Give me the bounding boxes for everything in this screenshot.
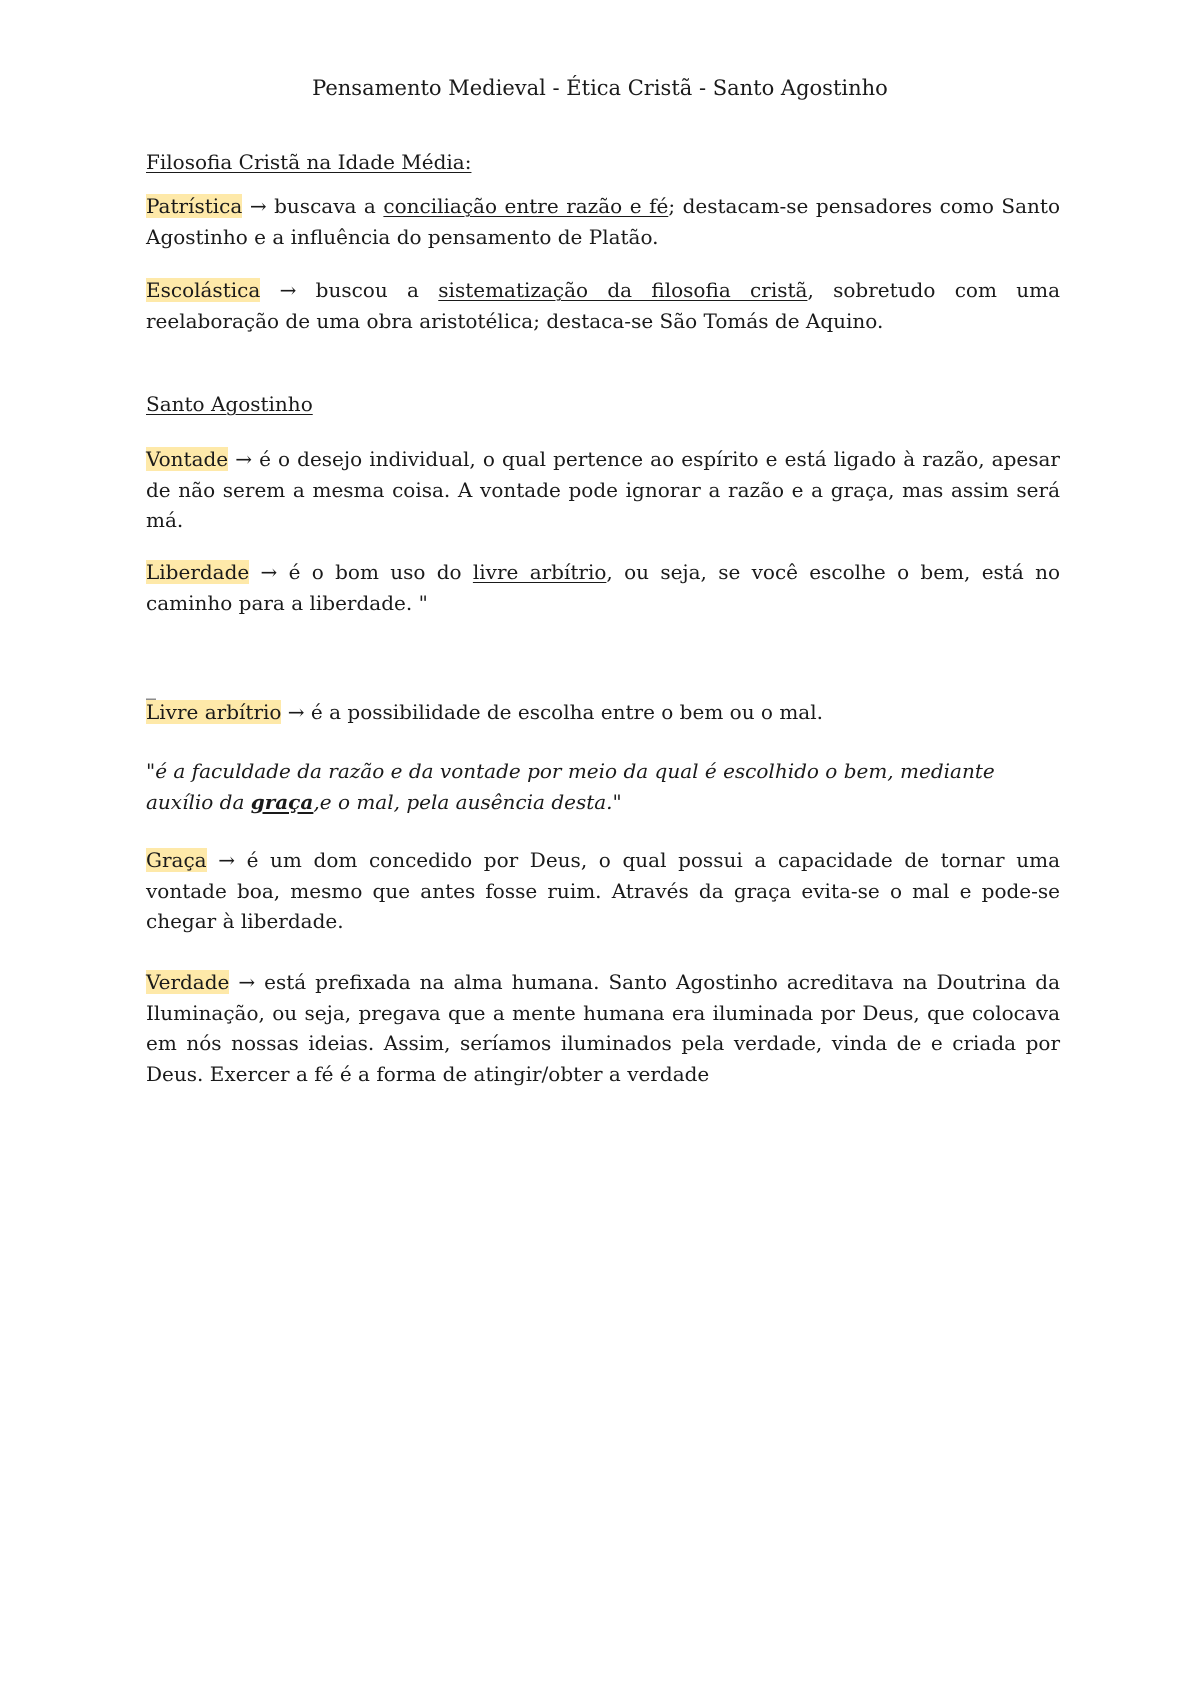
document-title: Pensamento Medieval - Ética Cristã - Santo Agostinho <box>312 76 888 100</box>
text-span: → é o bom uso do <box>249 560 473 584</box>
highlighted-term: Liberdade <box>146 560 250 584</box>
highlighted-term: Patrística <box>146 194 243 218</box>
text-span: ; destacam-se pensadores como Santo Agostinho e a influência do pensamento de Platão. <box>146 194 1061 249</box>
quote-bold-term: graça <box>250 789 314 814</box>
paragraph-escolastica <box>146 275 1060 336</box>
paragraph-liberdade <box>146 557 1060 618</box>
quote-text: ,e o mal, pela ausência desta." <box>313 789 622 814</box>
quote-text: "é a faculdade da razão e da vontade por meio da qual é escolhido o bem, mediante auxílio da <box>146 759 995 814</box>
text-span: , ou seja, se você escolhe o bem, está no caminho para a liberdade. " <box>146 560 1060 615</box>
highlighted-term: Graça <box>146 848 207 872</box>
paragraph-patristica <box>146 191 1060 252</box>
quote-block <box>146 756 1060 817</box>
underlined-text: livre arbítrio <box>472 560 607 584</box>
highlighted-term: Escolástica <box>146 278 261 302</box>
paragraph-graca <box>146 845 1060 937</box>
paragraph-vontade <box>146 444 1060 536</box>
text-span: → é a possibilidade de escolha entre o bem ou o mal. <box>281 700 823 724</box>
section-heading-santo-agostinho: Santo Agostinho <box>146 392 313 416</box>
text-span: → é um dom concedido por Deus, o qual possui a capacidade de tornar uma vontade boa, mesmo que antes fosse ruim. Através da graça evita-se o mal e pode-se chegar à liberdade. <box>146 848 1060 933</box>
text-span: → buscava a <box>242 194 384 218</box>
section-heading-filosofia-crista: Filosofia Cristã na Idade Média: <box>146 150 472 174</box>
highlighted-term: Verdade <box>146 970 230 994</box>
text-span: → é o desejo individual, o qual pertence ao espírito e está ligado à razão, apesar de não serem a mesma coisa. A vontade pode ignorar a razão e a graça, mas assim será má. <box>146 447 1060 532</box>
paragraph-livre-arbitrio <box>146 697 1060 728</box>
paragraph-verdade <box>146 967 1060 1089</box>
highlighted-term: Vontade <box>146 447 229 471</box>
text-span: , sobretudo com uma reelaboração de uma obra aristotélica; destaca-se São Tomás de Aquino. <box>146 278 1060 333</box>
underlined-text: conciliação entre razão e fé <box>383 194 669 218</box>
highlighted-term: Livre arbítrio <box>146 700 282 724</box>
text-span: → está prefixada na alma humana. Santo Agostinho acreditava na Doutrina da Iluminação, ou seja, pregava que a mente humana era iluminada por Deus, que colocava em nós nossas ideias. Assim, seríamos iluminados pela verdade, vinda de e criada por Deus. Exercer a fé é a forma de atingir/obter a verdade <box>146 970 1060 1086</box>
text-span: → buscou a <box>260 278 439 302</box>
underlined-text: sistematização da filosofia cristã <box>438 278 808 302</box>
stray-mark: _ <box>146 676 156 700</box>
